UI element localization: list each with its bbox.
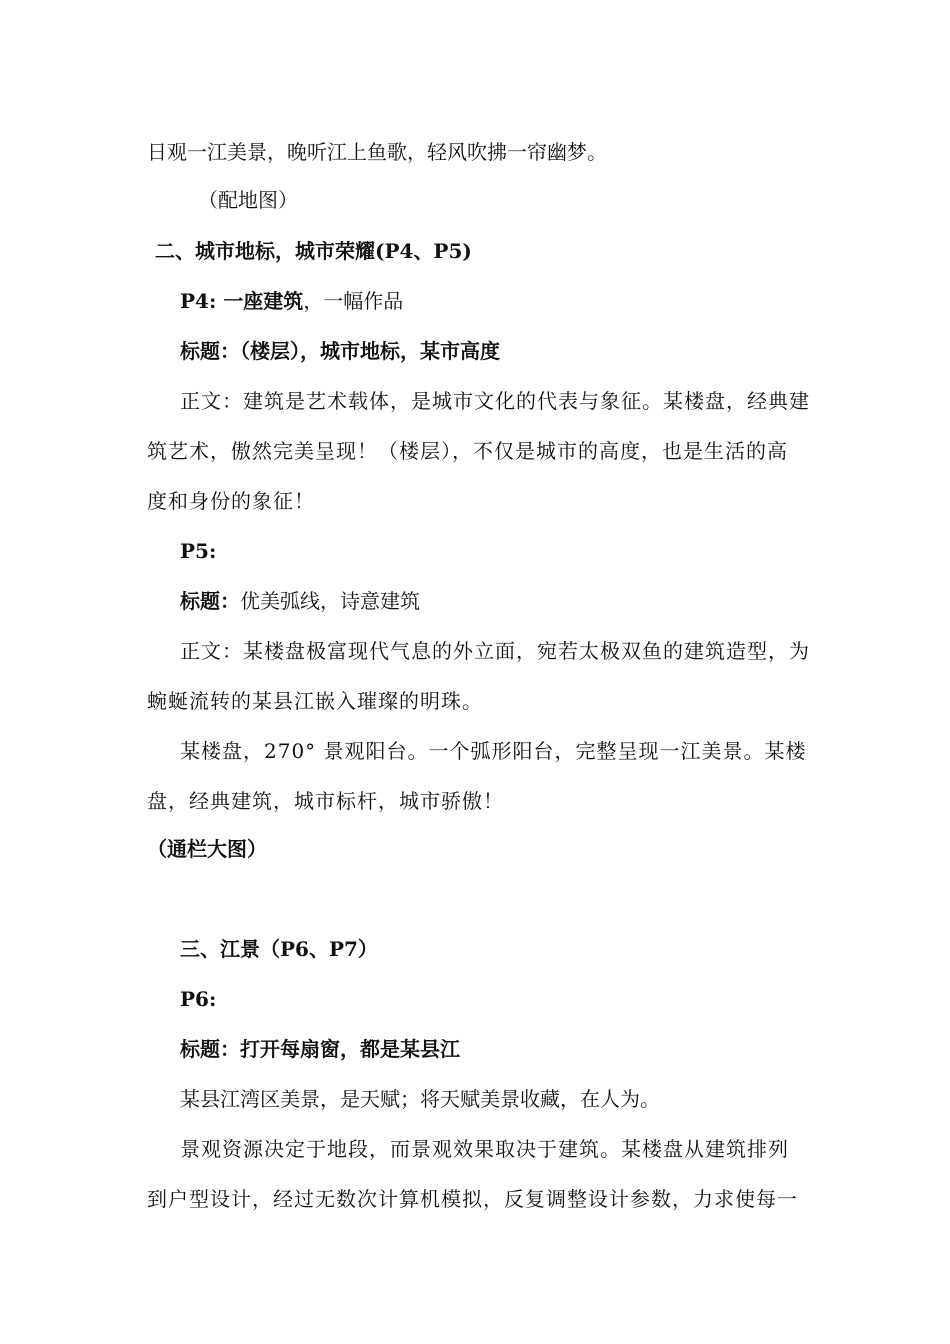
- body-text: 正文：建筑是艺术载体，是城市文化的代表与象征。某楼盘，经典建: [180, 389, 810, 413]
- title-line: [180, 338, 500, 364]
- body-text: 蜿蜒流转的某县江嵌入璀璨的明珠。: [147, 689, 483, 713]
- map-note: （配地图）: [198, 188, 298, 212]
- subheading-rest: ，一幅作品: [303, 289, 404, 313]
- title-label: 标题：: [180, 589, 240, 613]
- body-text: 度和身份的象征！: [147, 489, 315, 513]
- paragraph-text: 日观一江美景，晚听江上鱼歌，轻风吹拂一帘幽梦。: [147, 140, 607, 164]
- page-label: P4:: [180, 289, 224, 313]
- body-text: 某楼盘，270° 景观阳台。一个弧形阳台，完整呈现一江美景。某楼: [180, 739, 807, 763]
- title-label: 标题：: [180, 339, 240, 363]
- subheading-bold: 一座建筑: [223, 289, 304, 313]
- title-line: [180, 588, 420, 614]
- body-text: 景观资源决定于地段，而景观效果取决于建筑。某楼盘从建筑排列: [180, 1137, 789, 1161]
- page-subheading: [180, 288, 403, 314]
- body-text: 某县江湾区美景，是天赋；将天赋美景收藏，在人为。: [180, 1087, 660, 1111]
- body-text: 筑艺术，傲然完美呈现！（楼层），不仅是城市的高度，也是生活的高: [147, 439, 788, 463]
- title-line: [180, 1036, 460, 1062]
- image-note: （通栏大图）: [147, 837, 267, 861]
- body-text: 盘，经典建筑，城市标杆，城市骄傲！: [147, 789, 504, 813]
- page-label: P6:: [180, 987, 217, 1011]
- title-text: 打开每扇窗，都是某县江: [240, 1037, 460, 1061]
- page-label: P5:: [180, 539, 217, 563]
- section-heading: 二、城市地标，城市荣耀(P4、P5): [155, 239, 472, 263]
- section-heading: 三、江景（P6、P7）: [180, 937, 378, 961]
- title-text: （楼层），城市地标，某市高度: [240, 339, 500, 363]
- title-text: 优美弧线，诗意建筑: [240, 589, 420, 613]
- title-label: 标题：: [180, 1037, 240, 1061]
- body-text: 到户型设计，经过无数次计算机模拟，反复调整设计参数，力求使每一: [147, 1187, 798, 1211]
- body-text: 正文：某楼盘极富现代气息的外立面，宛若太极双鱼的建筑造型，为: [180, 639, 810, 663]
